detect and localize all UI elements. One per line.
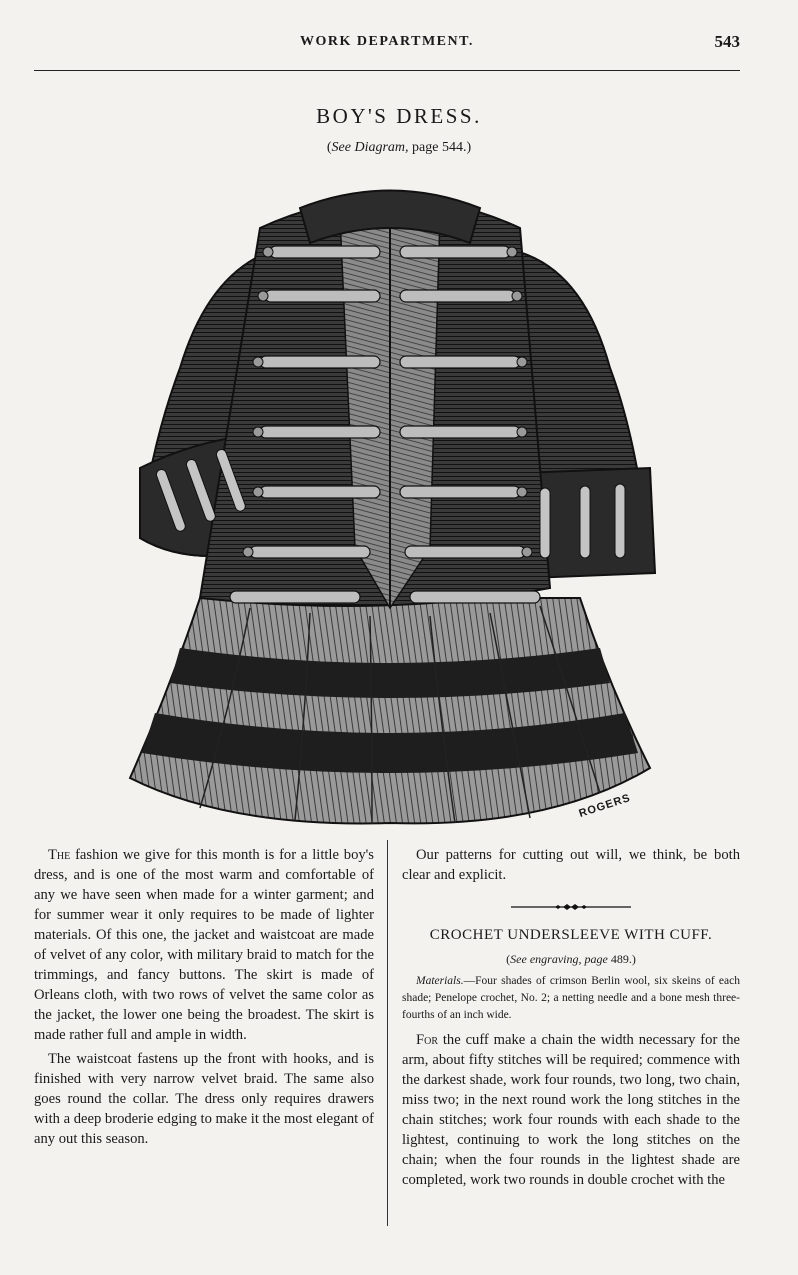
subtitle-rest: page 544.) bbox=[408, 140, 472, 155]
right-column bbox=[402, 845, 740, 1190]
article-subtitle bbox=[0, 140, 798, 156]
body-lead: For bbox=[416, 1032, 439, 1048]
left-column bbox=[34, 845, 374, 1149]
column-rule bbox=[387, 840, 388, 1226]
right-paragraph-1: Our patterns for cutting out will, we think, be both clear and explicit. bbox=[402, 847, 740, 883]
article-title: BOY'S DRESS. bbox=[316, 104, 482, 128]
section-sub-page: page bbox=[581, 952, 608, 966]
section-sub-num: 489.) bbox=[607, 952, 636, 966]
left-paragraph-1 bbox=[34, 845, 374, 1045]
section-subtitle: (See engraving, page 489.) bbox=[506, 952, 636, 966]
materials-label: Materials. bbox=[416, 975, 464, 987]
right-paragraph-2 bbox=[402, 1030, 740, 1190]
header-rule bbox=[34, 70, 740, 71]
boys-dress-engraving-icon bbox=[110, 168, 670, 838]
ornamental-divider-icon bbox=[511, 903, 631, 911]
subtitle-open: ( bbox=[326, 140, 332, 155]
right-paragraph-2-text: the cuff make a chain the width necessary for the arm, about fifty stitches will be required; commence with the darkest shade, work four rounds, two long, two chain, miss two; in the next round work the long stitches in the chain stitches; work four rounds with each shade to the lightest, continuing to work the long stitches on the chain; when the four rounds in the lightest shade are completed, work two rounds in double crochet with the bbox=[402, 1032, 740, 1188]
header-title: WORK DEPARTMENT. bbox=[300, 34, 474, 49]
materials-text: —Four shades of crimson Berlin wool, six skeins of each shade; Penelope crochet, No. 2; a netting needle and a bone mesh three-fourths of an inch wide. bbox=[402, 975, 740, 1021]
page-number: 543 bbox=[714, 32, 740, 51]
subtitle-italic: See Diagram, bbox=[331, 140, 409, 155]
running-header bbox=[34, 34, 740, 58]
materials-list bbox=[402, 973, 740, 1024]
left-paragraph-1-text: fashion we give for this month is for a little boy's dress, and is one of the most warm and comfortable of any we have seen when made for a winter garment; and for summer wear it only requires to be made of lighter materials. Of this one, the jacket and waistcoat are made of velvet of any color, with military braid to match for the trimmings, and fancy buttons. The skirt is made of Orleans cloth, with two rows of velvet the same color as the jacket, the lower one being the broadest. The skirt is made rather full and ample in width. bbox=[34, 847, 374, 1043]
section-title: CROCHET UNDERSLEEVE WITH CUFF. bbox=[429, 927, 713, 943]
drop-lead: The bbox=[48, 847, 71, 863]
left-paragraph-2: The waistcoat fastens up the front with hooks, and is finished with very narrow velvet braid. The same also goes round the collar. The dress only requires drawers with a deep broderie edging to make it the most elegant of any out this season. bbox=[34, 1051, 375, 1147]
engraver-signature: ROGERS bbox=[577, 791, 633, 821]
section-sub-italic: See engraving, bbox=[510, 952, 582, 966]
